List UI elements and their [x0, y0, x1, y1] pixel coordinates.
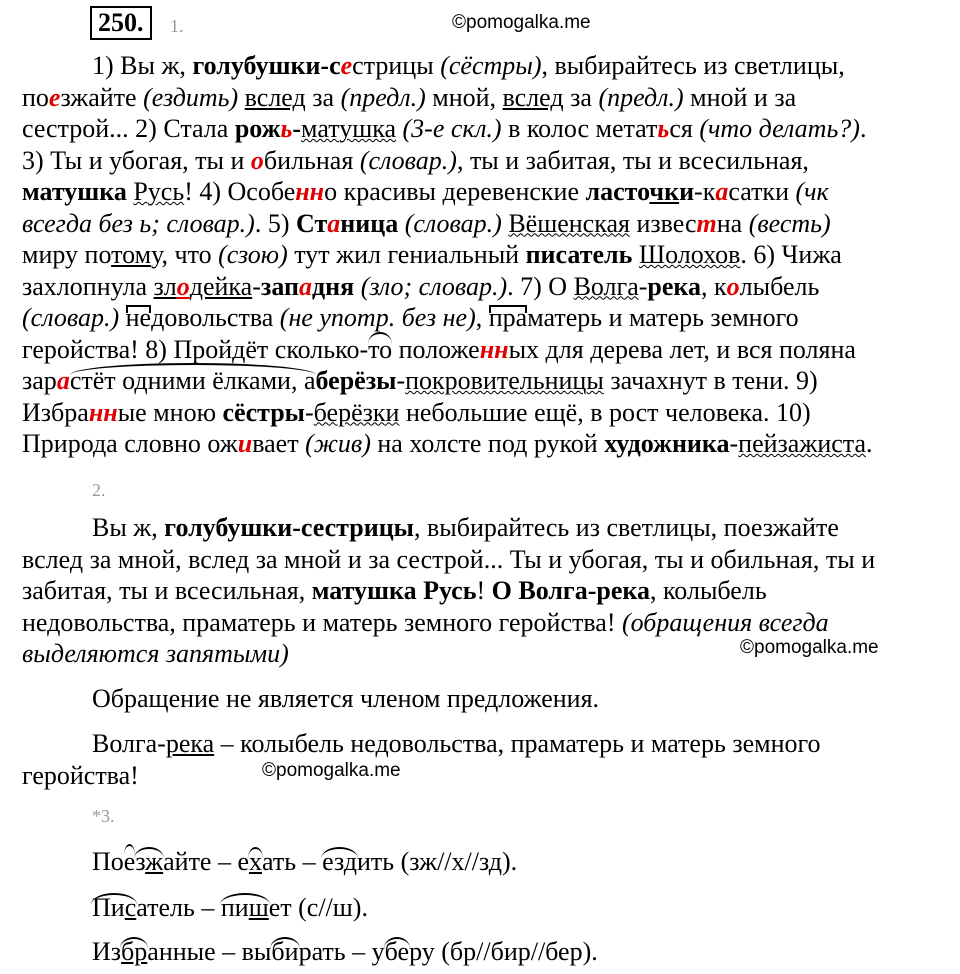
t: мной,	[425, 82, 503, 112]
t: -	[396, 366, 406, 395]
t: голубушки	[192, 51, 321, 80]
part-2-paragraph-3	[22, 728, 821, 791]
t: (предл.)	[598, 82, 684, 112]
t: недовольства, праматерь и матерь земного геройства!	[22, 607, 622, 637]
t: Природа словно ож	[22, 429, 238, 458]
t: , колыбель	[650, 576, 767, 605]
t: покровительницы	[405, 366, 604, 395]
part-3-row-3	[92, 936, 598, 968]
part-1-line-3	[22, 113, 873, 145]
t: ых для дерева лет, и вся поляна	[508, 334, 856, 364]
t: вслед за мной, вслед за мной и за сестрой... Ты и убогая, ты и обильная, ты и	[22, 544, 876, 574]
t: ет (с//ш).	[268, 893, 368, 922]
exercise-number: 250.	[90, 6, 152, 40]
t: о	[176, 271, 190, 301]
t: с	[124, 893, 137, 922]
t: Избра	[22, 397, 89, 427]
t: мной и за	[683, 82, 797, 112]
t: а	[715, 177, 729, 206]
t: вслед	[244, 82, 306, 112]
p2-line-2	[22, 544, 875, 576]
t: , ты и забитая, ты и всесильная,	[456, 145, 809, 175]
t: пра	[488, 303, 528, 332]
t: ь	[280, 114, 293, 143]
t: чк	[649, 177, 680, 206]
t: том	[111, 240, 152, 269]
t: е	[340, 51, 353, 80]
part-1-line-8	[22, 271, 873, 303]
part-1-text	[22, 50, 873, 460]
part-1-line-5	[22, 176, 873, 208]
t: и	[237, 429, 253, 458]
t: писатель	[525, 240, 633, 269]
t: ые мною	[117, 397, 223, 427]
t: зачахнут в тени. 9)	[603, 366, 818, 395]
t: довольства	[151, 303, 280, 332]
t	[135, 846, 163, 878]
t: а	[298, 271, 312, 301]
part-1-line-6	[22, 208, 873, 240]
t: матушка	[22, 177, 127, 206]
t: (словар.)	[404, 208, 502, 238]
t: Шолохов	[638, 240, 741, 269]
watermark-top: ©pomogalka.me	[452, 12, 591, 33]
t: ! 4) Особе	[184, 177, 296, 206]
t: бе	[384, 937, 410, 966]
t: ать –	[262, 847, 323, 876]
t	[322, 846, 357, 878]
p2-line-4	[22, 607, 875, 639]
t: -	[292, 114, 302, 143]
t: з	[135, 847, 146, 876]
t: (обращения всегда	[621, 607, 829, 637]
part-1-line-2	[22, 82, 873, 114]
t: По	[92, 847, 124, 876]
t: нн	[88, 397, 118, 427]
t: положе	[392, 334, 480, 364]
watermark-lower: ©pomogalka.me	[262, 760, 401, 781]
part-1-line-4	[22, 145, 873, 177]
t: бильная	[263, 145, 360, 175]
t: -	[729, 429, 739, 458]
t: ж	[145, 847, 164, 876]
t: Ст	[296, 208, 328, 238]
t: (3-е скл.)	[402, 114, 502, 143]
part-1-line-9	[22, 302, 873, 334]
t: о	[250, 145, 264, 175]
t: сёстры	[222, 397, 305, 427]
t: (весть)	[748, 208, 831, 238]
t: .	[859, 114, 867, 143]
t: , к	[701, 271, 727, 301]
t: в колос мета	[501, 114, 647, 143]
t: а	[327, 208, 341, 238]
t: ,	[475, 303, 489, 332]
t: за	[563, 82, 599, 112]
part-3-label: *3.	[92, 806, 115, 826]
t: берёзы	[315, 366, 397, 395]
t: (что делать?)	[699, 114, 860, 143]
t: на холсте под рукой	[370, 429, 605, 458]
t: нн	[295, 177, 325, 206]
t: небольшие ещё, в рост человека. 10)	[399, 397, 811, 427]
t: !	[476, 576, 492, 605]
t: зл	[153, 271, 177, 301]
t: зап	[260, 271, 299, 301]
t: О Волга-река	[491, 576, 650, 605]
t: .	[866, 429, 873, 458]
t: геройства! 8) Пройдёт сколько-	[22, 334, 369, 364]
p2-line-3	[22, 575, 875, 607]
t: атель –	[136, 893, 221, 922]
t: Из	[92, 937, 122, 966]
t: е	[123, 847, 136, 876]
t: сатки	[728, 177, 796, 206]
t: ш	[248, 893, 269, 922]
t: Вы ж,	[92, 513, 165, 542]
t: матушка	[301, 114, 397, 143]
t: зар	[22, 366, 57, 395]
t: ить (зж//х//зд).	[357, 847, 518, 876]
t: -	[304, 397, 314, 427]
t: выделяются запятыми)	[22, 639, 289, 668]
t: анные – вы	[147, 937, 272, 966]
t: захлопнула	[22, 271, 154, 301]
t: (предл.)	[340, 82, 426, 112]
t: о красивы деревенские	[324, 177, 586, 206]
t	[221, 892, 269, 924]
t	[92, 846, 517, 878]
t: дейка	[189, 271, 253, 301]
t: (словар.)	[359, 145, 457, 175]
part-1-line-1	[22, 50, 873, 82]
t: художника	[604, 429, 730, 458]
t: а	[56, 366, 70, 395]
part-3-row-1	[92, 846, 517, 878]
t: берёзки	[313, 397, 400, 427]
t: голубушки-сестрицы	[164, 513, 414, 542]
t: вслед	[502, 82, 564, 112]
t: геройства!	[22, 760, 139, 790]
part-2-label: 2.	[92, 480, 106, 500]
t: всегда без ь; словар.)	[22, 208, 255, 238]
t: ница	[340, 208, 399, 238]
t: -с	[320, 51, 341, 80]
t: -	[638, 271, 648, 301]
t: (не употр. без не)	[279, 303, 476, 332]
t: (зло; словар.)	[360, 271, 508, 301]
t	[92, 936, 598, 968]
t: Волга	[573, 271, 639, 301]
t: (сёстры)	[440, 51, 542, 80]
t: (ездить)	[143, 82, 239, 112]
t: сестрой... 2) Стала	[22, 114, 235, 143]
t: рать – у	[298, 937, 385, 966]
t: миру по	[22, 240, 112, 269]
part-1-line-12	[22, 397, 873, 429]
t: бр	[121, 937, 148, 966]
t: д	[343, 847, 358, 876]
t: вает	[252, 429, 306, 458]
t: зжайте	[60, 82, 144, 112]
t: – колыбель недовольства, праматерь и матерь земного	[214, 729, 821, 758]
t: матушка Русь	[311, 576, 477, 605]
t	[92, 892, 368, 924]
t: ру (бр//бир//бер).	[409, 937, 598, 966]
t: . 7) О	[507, 271, 574, 301]
t: -	[252, 271, 261, 301]
t: Вёшенская	[508, 208, 630, 238]
t: Волга-	[92, 729, 166, 758]
t: забитая, ты и всесильная,	[22, 576, 312, 605]
t: стёт одними ёлками, а	[69, 366, 316, 395]
t: т	[646, 114, 658, 143]
t: ся	[669, 114, 700, 143]
t: айте – е	[163, 847, 250, 876]
t: е	[48, 82, 61, 112]
p3-line-2	[22, 760, 821, 792]
t: матерь и матерь земного	[527, 303, 799, 332]
t: не	[125, 303, 152, 332]
part-1-label: 1.	[170, 16, 184, 36]
t: , выбирайтесь из светлицы,	[541, 51, 845, 80]
t: , выбирайтесь из светлицы, поезжайте	[414, 513, 839, 542]
t: Пи	[92, 893, 125, 922]
t: на	[716, 208, 749, 238]
t: стрицы	[352, 51, 441, 80]
t: 1) Вы ж,	[92, 51, 193, 80]
t: о	[726, 271, 740, 301]
t: би	[271, 937, 299, 966]
t: Русь	[133, 177, 185, 206]
t	[92, 892, 136, 924]
t: (чк	[795, 177, 829, 206]
t: по	[22, 82, 49, 112]
t: (сзою)	[218, 240, 288, 269]
t: нн	[479, 334, 509, 364]
p2-line-1	[22, 512, 875, 544]
t: река	[165, 729, 215, 758]
t: ласто	[585, 177, 650, 206]
t: ез	[322, 847, 344, 876]
t: х	[249, 847, 263, 876]
t: . 6) Чижа	[740, 240, 842, 269]
t: пи	[220, 893, 249, 922]
p3-line-1	[22, 728, 821, 760]
part-3-row-2	[92, 892, 368, 924]
t: и	[679, 177, 695, 206]
t: Обращение не является членом предложения.	[92, 684, 600, 713]
t: т	[696, 208, 717, 238]
t: ь	[657, 114, 670, 143]
watermark-middle: ©pomogalka.me	[740, 637, 879, 658]
t: за	[305, 82, 341, 112]
t: река	[647, 271, 702, 301]
t: у, что	[151, 240, 219, 269]
t: тут жил гениальный	[287, 240, 526, 269]
t: -к	[694, 177, 716, 206]
t: 3) Ты и убогая, ты и	[22, 145, 251, 175]
t: пейзажиста	[738, 429, 866, 458]
part-1-line-11	[22, 365, 873, 397]
part-1-line-10	[22, 334, 873, 366]
t: то	[368, 334, 393, 364]
t: . 5)	[254, 208, 297, 238]
part-1-line-13	[22, 428, 873, 460]
part-2-paragraph-2	[92, 683, 599, 715]
t: (словар.)	[22, 303, 120, 332]
t: рож	[234, 114, 281, 143]
t: (жив)	[305, 429, 371, 458]
t: извес	[629, 208, 697, 238]
t: дня	[311, 271, 355, 301]
t: лыбель	[739, 271, 820, 301]
part-1-line-7	[22, 239, 873, 271]
